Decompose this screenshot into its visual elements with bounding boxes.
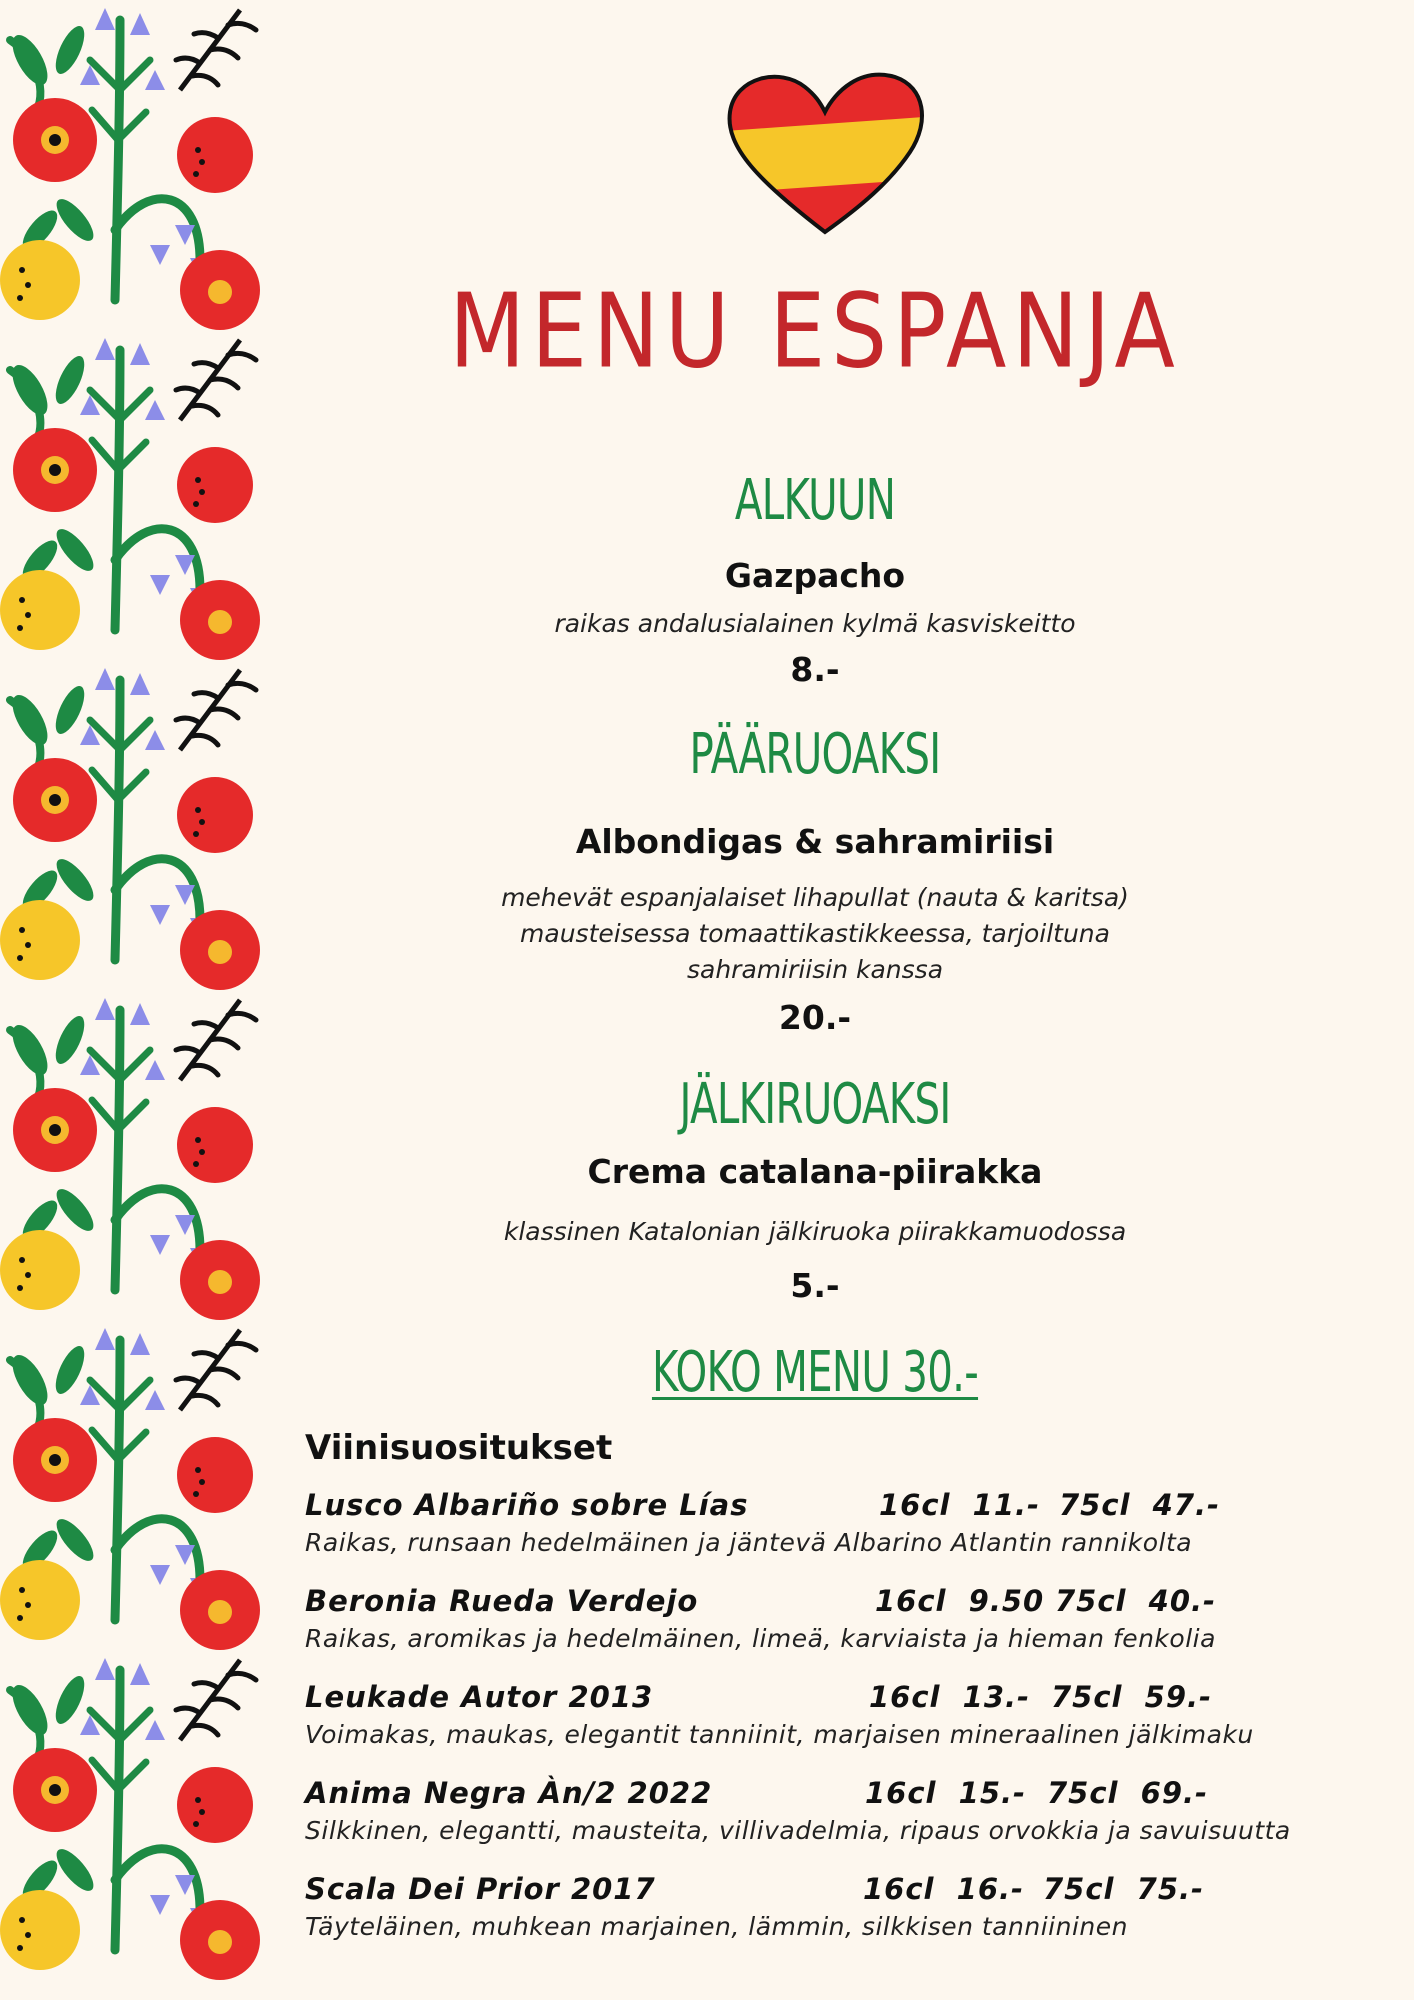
wine-glass-price: 16cl 15.- xyxy=(865,1776,1027,1810)
dish-desc-main-line-2: mausteisessa tomaattikastikkeessa, tarjoiltuna xyxy=(520,919,1110,948)
wine-glass-price: 16cl 13.- xyxy=(869,1680,1031,1714)
wine-glass-price: 16cl 16.- xyxy=(863,1872,1025,1906)
page-title: MENU ESPANJA xyxy=(449,272,1181,392)
wine-name: Anima Negra Àn/2 2022 xyxy=(305,1776,713,1810)
wine-name: Scala Dei Prior 2017 xyxy=(305,1872,656,1906)
wine-bottle-price: 75cl 75.- xyxy=(1043,1872,1205,1906)
wine-list-heading: Viinisuositukset xyxy=(305,1428,613,1468)
full-menu-price-wrapper xyxy=(531,1340,1100,1405)
wine-desc: Raikas, runsaan hedelmäinen ja jäntevä Albarino Atlantin rannikolta xyxy=(305,1528,1193,1557)
dish-price-starter: 8.- xyxy=(790,650,840,689)
dish-desc-starter: raikas andalusialainen kylmä kasviskeitto xyxy=(554,609,1076,638)
wine-item xyxy=(305,1872,1305,1941)
full-menu-price: KOKO MENU 30.- xyxy=(651,1340,979,1405)
wine-desc: Täyteläinen, muhkean marjainen, lämmin, silkkisen tanniininen xyxy=(305,1912,1128,1941)
wine-name: Leukade Autor 2013 xyxy=(305,1680,654,1714)
wine-item xyxy=(305,1584,1305,1653)
dish-name-main: Albondigas & sahramiriisi xyxy=(575,822,1055,861)
spanish-flag-heart-icon xyxy=(720,62,930,242)
dish-name-starter: Gazpacho xyxy=(724,556,906,595)
wine-desc: Voimakas, maukas, elegantit tanniinit, marjaisen mineraalinen jälkimaku xyxy=(305,1720,1254,1749)
wine-bottle-price: 75cl 69.- xyxy=(1047,1776,1209,1810)
wine-desc: Silkkinen, elegantti, mausteita, villivadelmia, ripaus orvokkia ja savuisuutta xyxy=(305,1816,1291,1845)
wine-item xyxy=(305,1776,1305,1845)
wine-bottle-price: 75cl 47.- xyxy=(1059,1488,1221,1522)
floral-border-decoration xyxy=(0,0,280,2000)
dish-name-dessert: Crema catalana-piirakka xyxy=(587,1152,1043,1191)
dish-desc-main-line-3: sahramiriisin kanssa xyxy=(686,955,944,984)
wine-glass-price: 16cl 9.50 xyxy=(875,1584,1045,1618)
dish-desc-main-line-1: mehevät espanjalaiset lihapullat (nauta & karitsa) xyxy=(501,883,1129,912)
wine-bottle-price: 75cl 59.- xyxy=(1051,1680,1213,1714)
section-heading-starter: ALKUUN xyxy=(734,468,896,533)
wine-item xyxy=(305,1488,1305,1557)
wine-bottle-price: 75cl 40.- xyxy=(1055,1584,1217,1618)
dish-desc-dessert: klassinen Katalonian jälkiruoka piirakkamuodossa xyxy=(503,1217,1127,1246)
wine-item xyxy=(305,1680,1305,1749)
wine-name: Lusco Albariño sobre Lías xyxy=(305,1488,749,1522)
dish-price-main: 20.- xyxy=(778,998,852,1037)
dish-price-dessert: 5.- xyxy=(790,1266,840,1305)
wine-desc: Raikas, aromikas ja hedelmäinen, limeä, karviaista ja hieman fenkolia xyxy=(305,1624,1216,1653)
section-heading-main: PÄÄRUOAKSI xyxy=(689,722,941,787)
wine-name: Beronia Rueda Verdejo xyxy=(305,1584,699,1618)
wine-glass-price: 16cl 11.- xyxy=(879,1488,1041,1522)
section-heading-dessert: JÄLKIRUOAKSI xyxy=(679,1072,951,1137)
